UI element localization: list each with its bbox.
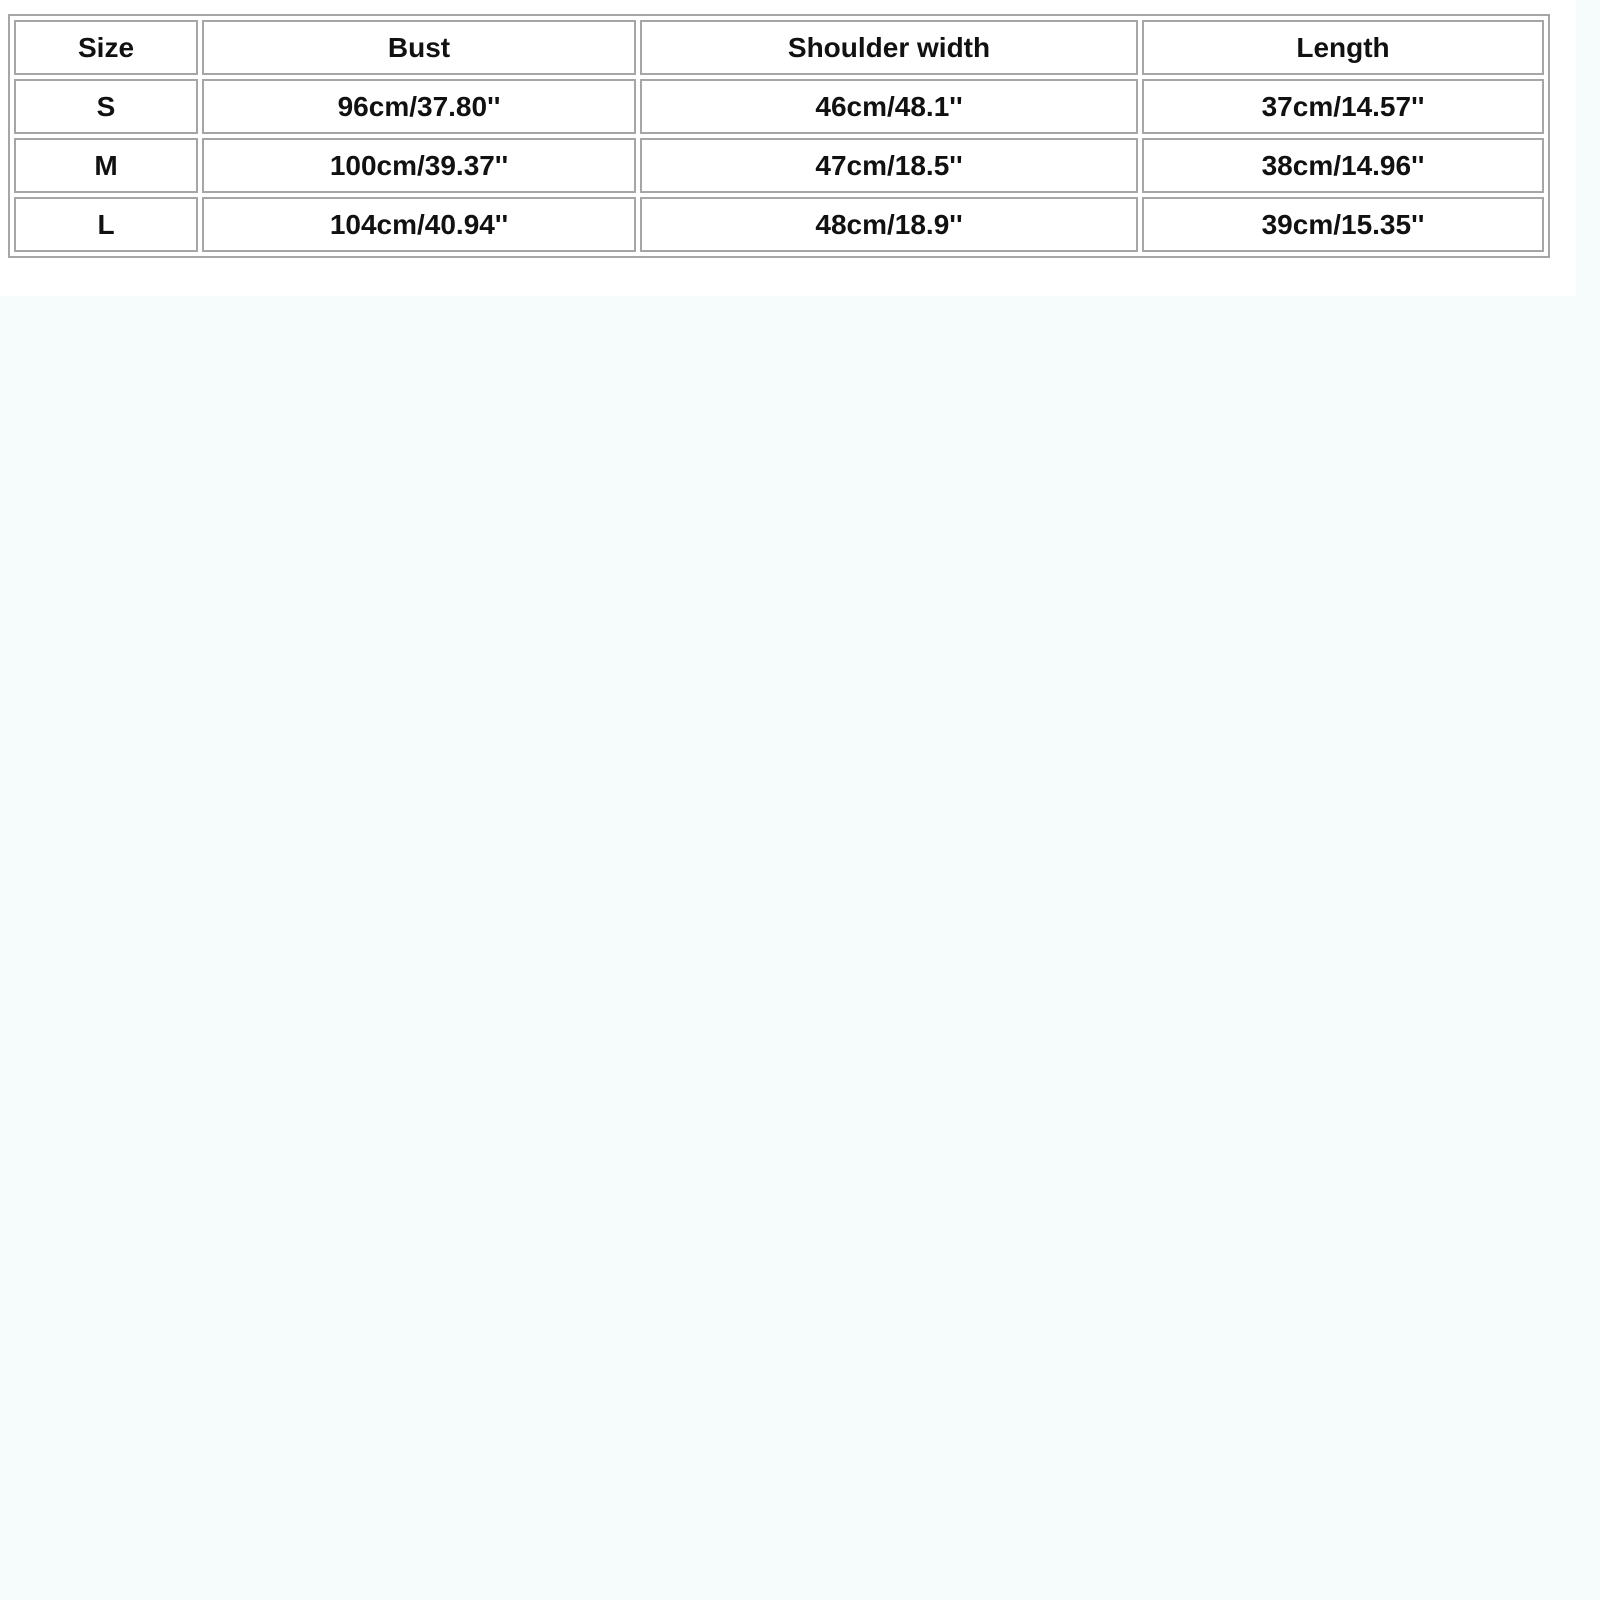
cell-bust: 104cm/40.94'': [202, 197, 636, 252]
table-row: [14, 197, 1544, 252]
cell-length: 37cm/14.57'': [1142, 79, 1544, 134]
header-size: Size: [14, 20, 198, 75]
table-row: [14, 79, 1544, 134]
size-chart-table: [8, 14, 1550, 258]
table-header-row: [14, 20, 1544, 75]
cell-length: 39cm/15.35'': [1142, 197, 1544, 252]
header-shoulder-width: Shoulder width: [640, 20, 1138, 75]
cell-shoulder-width: 48cm/18.9'': [640, 197, 1138, 252]
cell-bust: 96cm/37.80'': [202, 79, 636, 134]
header-bust: Bust: [202, 20, 636, 75]
cell-shoulder-width: 46cm/48.1'': [640, 79, 1138, 134]
table-row: [14, 138, 1544, 193]
cell-size: S: [14, 79, 198, 134]
cell-shoulder-width: 47cm/18.5'': [640, 138, 1138, 193]
header-length: Length: [1142, 20, 1544, 75]
cell-size: L: [14, 197, 198, 252]
cell-size: M: [14, 138, 198, 193]
cell-bust: 100cm/39.37'': [202, 138, 636, 193]
cell-length: 38cm/14.96'': [1142, 138, 1544, 193]
size-chart-panel: [0, 0, 1576, 296]
